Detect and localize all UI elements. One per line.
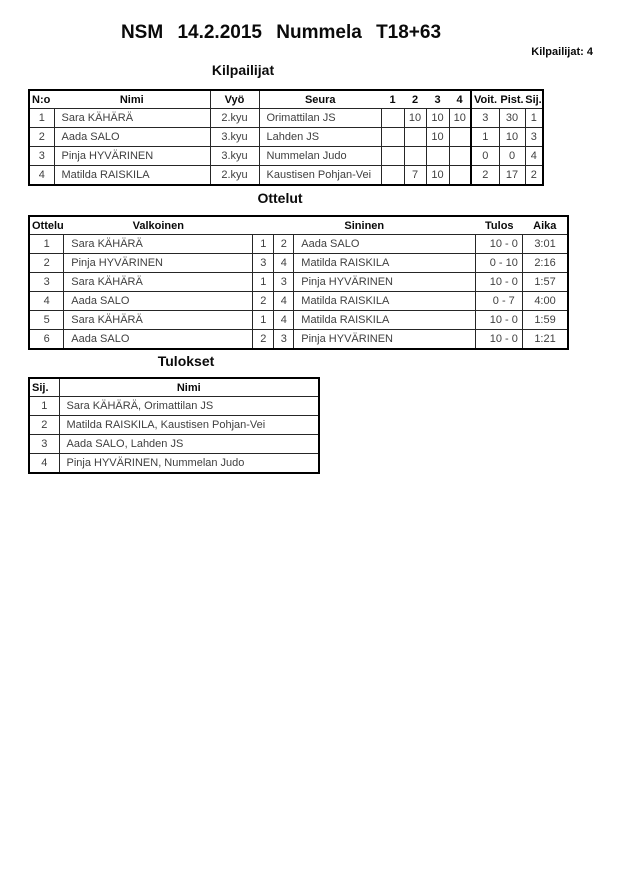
table-cell: 10 bbox=[426, 109, 449, 128]
table-cell: 2 bbox=[253, 330, 274, 350]
table-cell: Lahden JS bbox=[259, 128, 381, 147]
column-header-vyo: Vyö bbox=[210, 90, 259, 109]
column-header-sij: Sij. bbox=[32, 381, 49, 394]
table-cell: 3 bbox=[274, 330, 294, 350]
table-cell: 10 bbox=[499, 128, 525, 147]
table-cell: Nummelan Judo bbox=[259, 147, 381, 166]
table-cell bbox=[381, 166, 404, 186]
table-cell: 5 bbox=[29, 311, 64, 330]
table-cell: 2 bbox=[274, 235, 294, 254]
table-cell: 4 bbox=[29, 292, 64, 311]
table-cell: Sara KÄHÄRÄ bbox=[64, 273, 253, 292]
table-cell: Kaustisen Pohjan-Vei bbox=[259, 166, 381, 186]
section-heading-kilpailijat: Kilpailijat bbox=[211, 62, 275, 78]
section-heading-ottelut: Ottelut bbox=[257, 190, 303, 206]
column-header-pist: Pist. bbox=[500, 93, 524, 106]
column-header-tulos: Tulos bbox=[485, 219, 514, 232]
table-cell: 3 bbox=[274, 273, 294, 292]
table-cell: 0 bbox=[471, 147, 499, 166]
table-cell bbox=[449, 128, 471, 147]
table-cell: 10 bbox=[404, 109, 426, 128]
table-cell: 2:16 bbox=[523, 254, 568, 273]
table-cell: Aada SALO bbox=[54, 128, 210, 147]
table-cell: Sara KÄHÄRÄ bbox=[54, 109, 210, 128]
table-cell: Sara KÄHÄRÄ, Orimattilan JS bbox=[59, 397, 319, 416]
table-row bbox=[29, 416, 319, 435]
table-cell bbox=[449, 147, 471, 166]
table-cell: 2.kyu bbox=[210, 166, 259, 186]
table-cell: 1:57 bbox=[523, 273, 568, 292]
table-cell: Matilda RAISKILA, Kaustisen Pohjan-Vei bbox=[59, 416, 319, 435]
kilpailijat-table bbox=[28, 89, 544, 186]
table-cell: Pinja HYVÄRINEN bbox=[294, 330, 476, 350]
table-cell: 1 bbox=[253, 311, 274, 330]
tulokset-header-row bbox=[29, 378, 319, 397]
table-cell: 17 bbox=[499, 166, 525, 186]
competitors-count: Kilpailijat: 4 bbox=[531, 46, 593, 58]
table-row bbox=[29, 435, 319, 454]
table-row bbox=[29, 454, 319, 474]
table-cell: 1 bbox=[471, 128, 499, 147]
column-header-valkoinen: Valkoinen bbox=[132, 219, 184, 232]
table-cell: 3 bbox=[525, 128, 543, 147]
table-cell: Pinja HYVÄRINEN bbox=[64, 254, 253, 273]
table-cell: 2 bbox=[253, 292, 274, 311]
table-row bbox=[29, 254, 568, 273]
table-cell: 4 bbox=[274, 311, 294, 330]
table-cell: Sara KÄHÄRÄ bbox=[64, 311, 253, 330]
table-row bbox=[29, 397, 319, 416]
table-cell: 4 bbox=[274, 292, 294, 311]
table-row bbox=[29, 128, 543, 147]
column-header-1: 1 bbox=[389, 93, 396, 106]
table-cell: 6 bbox=[29, 330, 64, 350]
table-cell: 0 - 7 bbox=[476, 292, 523, 311]
table-cell: 3.kyu bbox=[210, 147, 259, 166]
table-cell bbox=[381, 109, 404, 128]
table-cell: 1 bbox=[525, 109, 543, 128]
column-header-nimi: Nimi bbox=[119, 93, 144, 106]
column-header-sininen: Sininen bbox=[344, 219, 385, 232]
table-cell: 1:59 bbox=[523, 311, 568, 330]
table-cell: 4 bbox=[29, 454, 59, 474]
table-row bbox=[29, 166, 543, 186]
table-cell: 10 - 0 bbox=[476, 273, 523, 292]
column-header-3: 3 bbox=[434, 93, 441, 106]
table-row bbox=[29, 109, 543, 128]
table-cell: 2 bbox=[525, 166, 543, 186]
table-cell: 30 bbox=[499, 109, 525, 128]
table-cell: Aada SALO bbox=[64, 330, 253, 350]
column-header-2: 2 bbox=[411, 93, 419, 106]
table-cell: Pinja HYVÄRINEN bbox=[294, 273, 476, 292]
table-cell: 10 bbox=[449, 109, 471, 128]
table-cell: 2 bbox=[29, 416, 59, 435]
table-cell: 3:01 bbox=[523, 235, 568, 254]
table-cell: 10 bbox=[426, 166, 449, 186]
table-cell: Matilda RAISKILA bbox=[294, 292, 476, 311]
table-cell: 3 bbox=[29, 273, 64, 292]
kilpailijat-header-row bbox=[29, 90, 543, 109]
table-row bbox=[29, 235, 568, 254]
table-cell: 3 bbox=[253, 254, 274, 273]
table-cell bbox=[404, 147, 426, 166]
table-cell: 0 bbox=[499, 147, 525, 166]
table-cell bbox=[449, 166, 471, 186]
table-cell: 1 bbox=[29, 109, 54, 128]
column-header-nimi: Nimi bbox=[59, 378, 319, 397]
table-cell: 1 bbox=[29, 397, 59, 416]
table-cell: 3.kyu bbox=[210, 128, 259, 147]
column-header-no: N:o bbox=[32, 93, 51, 106]
table-cell: Sara KÄHÄRÄ bbox=[64, 235, 253, 254]
table-row bbox=[29, 292, 568, 311]
table-cell: 1 bbox=[253, 273, 274, 292]
table-cell: 3 bbox=[29, 435, 59, 454]
table-cell bbox=[381, 128, 404, 147]
table-cell bbox=[404, 128, 426, 147]
table-cell: 2 bbox=[471, 166, 499, 186]
table-cell: 1:21 bbox=[523, 330, 568, 350]
table-cell bbox=[381, 147, 404, 166]
column-header-4: 4 bbox=[456, 93, 463, 106]
table-cell: 2.kyu bbox=[210, 109, 259, 128]
table-row bbox=[29, 147, 543, 166]
table-cell: Aada SALO bbox=[294, 235, 476, 254]
table-cell bbox=[426, 147, 449, 166]
table-cell: 3 bbox=[471, 109, 499, 128]
table-cell: Matilda RAISKILA bbox=[294, 254, 476, 273]
table-cell: 7 bbox=[404, 166, 426, 186]
table-cell: 2 bbox=[29, 254, 64, 273]
table-cell: Matilda RAISKILA bbox=[54, 166, 210, 186]
ottelut-header-row bbox=[29, 216, 568, 235]
table-cell: 4 bbox=[274, 254, 294, 273]
table-cell: 1 bbox=[253, 235, 274, 254]
table-cell: 4:00 bbox=[523, 292, 568, 311]
table-cell: Pinja HYVÄRINEN bbox=[54, 147, 210, 166]
table-cell: 4 bbox=[29, 166, 54, 186]
table-cell: 3 bbox=[29, 147, 54, 166]
table-cell: Pinja HYVÄRINEN, Nummelan Judo bbox=[59, 454, 319, 474]
table-cell: Orimattilan JS bbox=[259, 109, 381, 128]
table-cell: Aada SALO, Lahden JS bbox=[59, 435, 319, 454]
table-cell: 1 bbox=[29, 235, 64, 254]
table-cell: 10 - 0 bbox=[476, 235, 523, 254]
table-cell: 0 - 10 bbox=[476, 254, 523, 273]
column-header-voit: Voit. bbox=[471, 90, 499, 109]
column-header-aika: Aika bbox=[533, 219, 557, 232]
page-title: NSM 14.2.2015 Nummela T18+63 bbox=[120, 22, 442, 43]
table-cell: 2 bbox=[29, 128, 54, 147]
table-row bbox=[29, 273, 568, 292]
table-cell: Matilda RAISKILA bbox=[294, 311, 476, 330]
table-cell: 10 - 0 bbox=[476, 330, 523, 350]
tulokset-table bbox=[28, 377, 320, 474]
section-heading-tulokset: Tulokset bbox=[157, 353, 215, 369]
table-cell: Aada SALO bbox=[64, 292, 253, 311]
table-cell: 10 bbox=[426, 128, 449, 147]
table-cell: 4 bbox=[525, 147, 543, 166]
ottelut-table bbox=[28, 215, 569, 350]
column-header-seura: Seura bbox=[304, 93, 336, 106]
column-header-sij: Sij. bbox=[525, 93, 542, 106]
table-row bbox=[29, 311, 568, 330]
table-row bbox=[29, 330, 568, 350]
table-cell: 10 - 0 bbox=[476, 311, 523, 330]
column-header-ottelu: Ottelu bbox=[32, 219, 64, 232]
